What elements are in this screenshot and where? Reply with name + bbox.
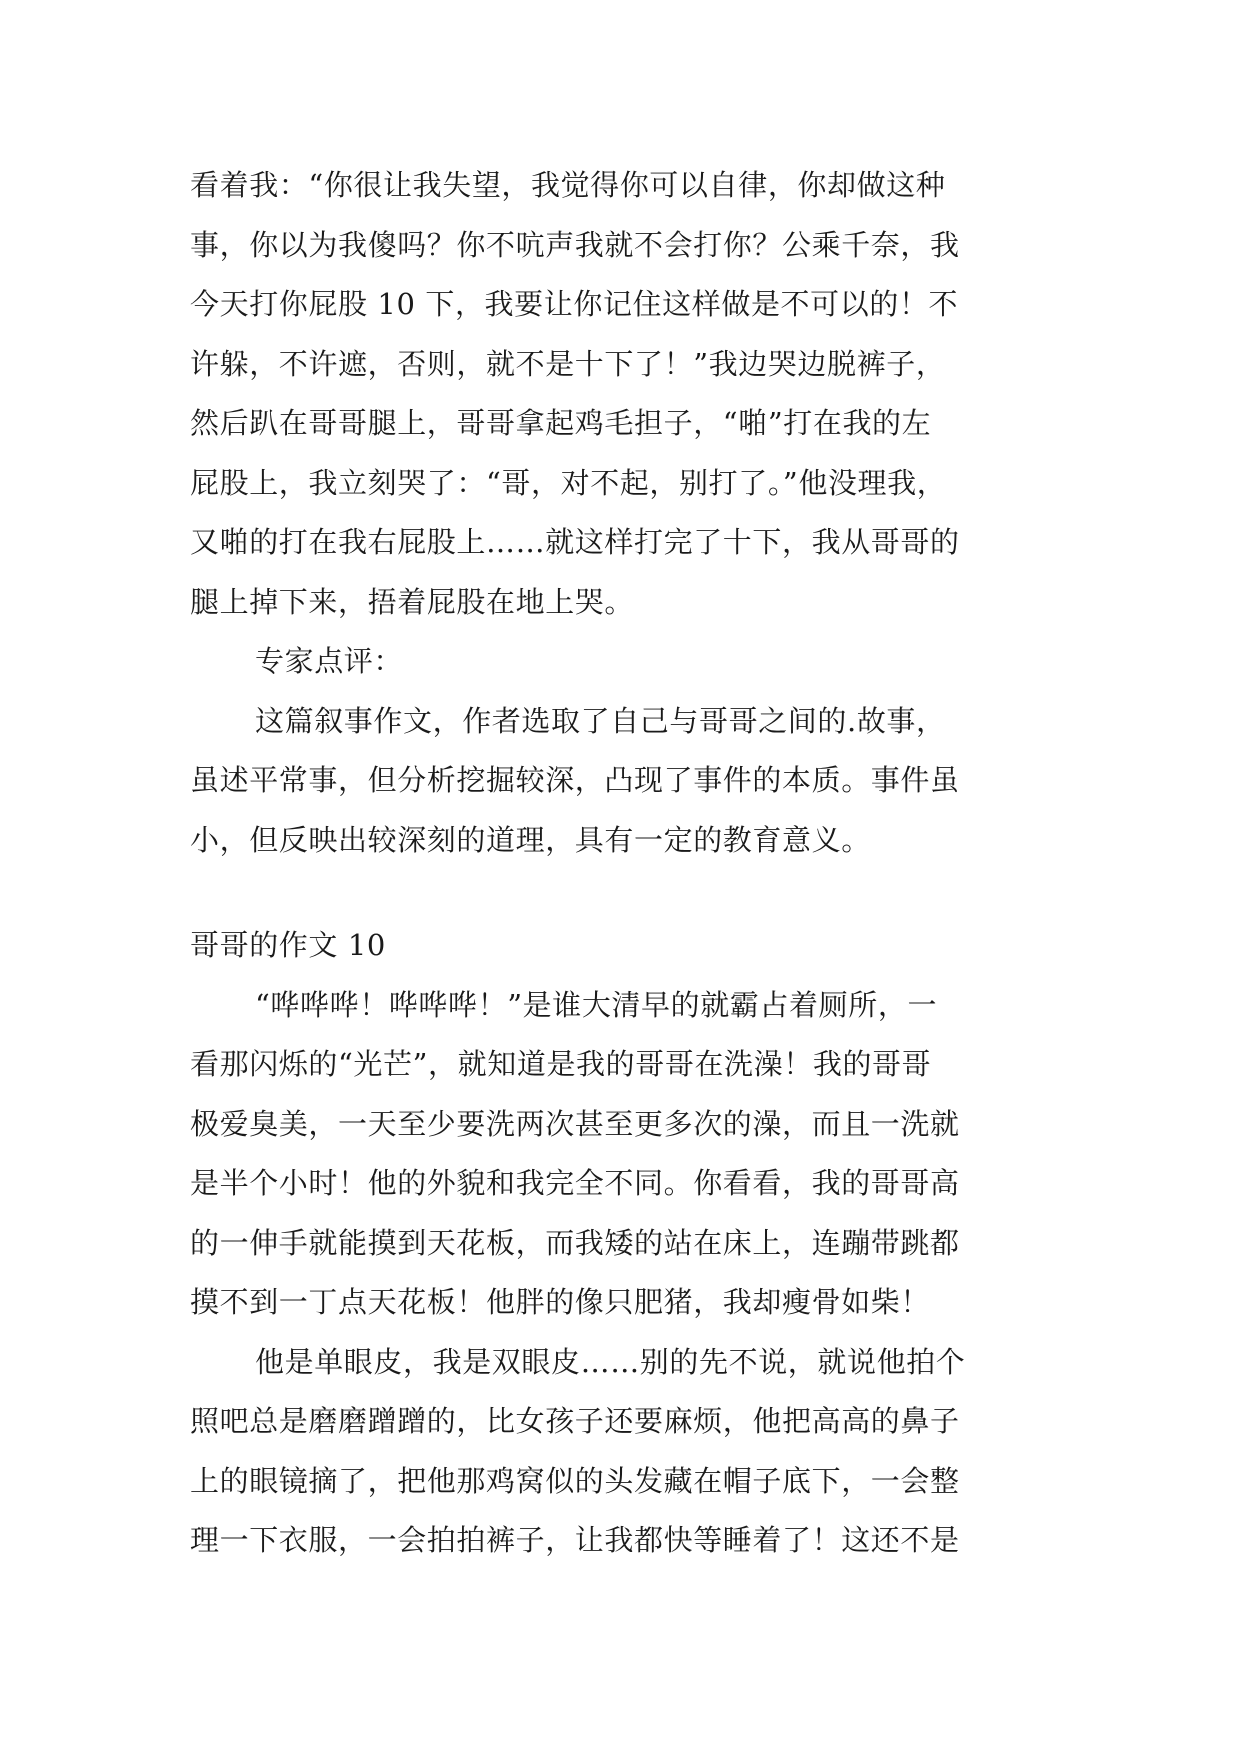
section-heading: 专家点评： [255,644,404,678]
text-line: 上的眼镜摘了，把他那鸡窝似的头发藏在帽子底下，一会整 [190,1464,960,1498]
text-line: 屁股上，我立刻哭了：“哥，对不起，别打了。”他没理我， [190,466,947,500]
text-line: 事，你以为我傻吗？你不吭声我就不会打你？公乘千奈，我 [190,228,960,262]
text-line: “哗哗哗！哗哗哗！”是谁大清早的就霸占着厕所，一 [255,988,938,1022]
text-line: 看那闪烁的“光芒”，就知道是我的哥哥在洗澡！我的哥哥 [190,1047,932,1081]
text-line: 理一下衣服，一会拍拍裤子，让我都快等睡着了！这还不是 [190,1523,960,1557]
text-line: 今天打你屁股 10 下，我要让你记住这样做是不可以的！不 [190,287,959,321]
text-line: 摸不到一丁点天花板！他胖的像只肥猪，我却瘦骨如柴！ [190,1285,931,1319]
text-line: 小，但反映出较深刻的道理，具有一定的教育意义。 [190,823,871,857]
text-line: 看着我：“你很让我失望，我觉得你可以自律，你却做这种 [190,168,946,202]
text-line: 这篇叙事作文，作者选取了自己与哥哥之间的.故事， [255,704,946,738]
text-line: 又啪的打在我右屁股上……就这样打完了十下，我从哥哥的 [190,525,960,559]
text-line: 然后趴在哥哥腿上，哥哥拿起鸡毛担子，“啪”打在我的左 [190,406,932,440]
text-line: 许躲，不许遮，否则，就不是十下了！”我边哭边脱裤子， [190,347,946,381]
text-line: 是半个小时！他的外貌和我完全不同。你看看，我的哥哥高 [190,1166,960,1200]
text-line: 的一伸手就能摸到天花板，而我矮的站在床上，连蹦带跳都 [190,1226,960,1260]
text-line: 腿上掉下来，捂着屁股在地上哭。 [190,585,635,619]
text-line: 极爱臭美，一天至少要洗两次甚至更多次的澡，而且一洗就 [190,1107,960,1141]
text-line: 他是单眼皮，我是双眼皮……别的先不说，就说他拍个 [255,1345,966,1379]
text-line: 照吧总是磨磨蹭蹭的，比女孩子还要麻烦，他把高高的鼻子 [190,1404,960,1438]
text-line: 虽述平常事，但分析挖掘较深，凸现了事件的本质。事件虽 [190,763,960,797]
article-title: 哥哥的作文 10 [190,928,386,962]
